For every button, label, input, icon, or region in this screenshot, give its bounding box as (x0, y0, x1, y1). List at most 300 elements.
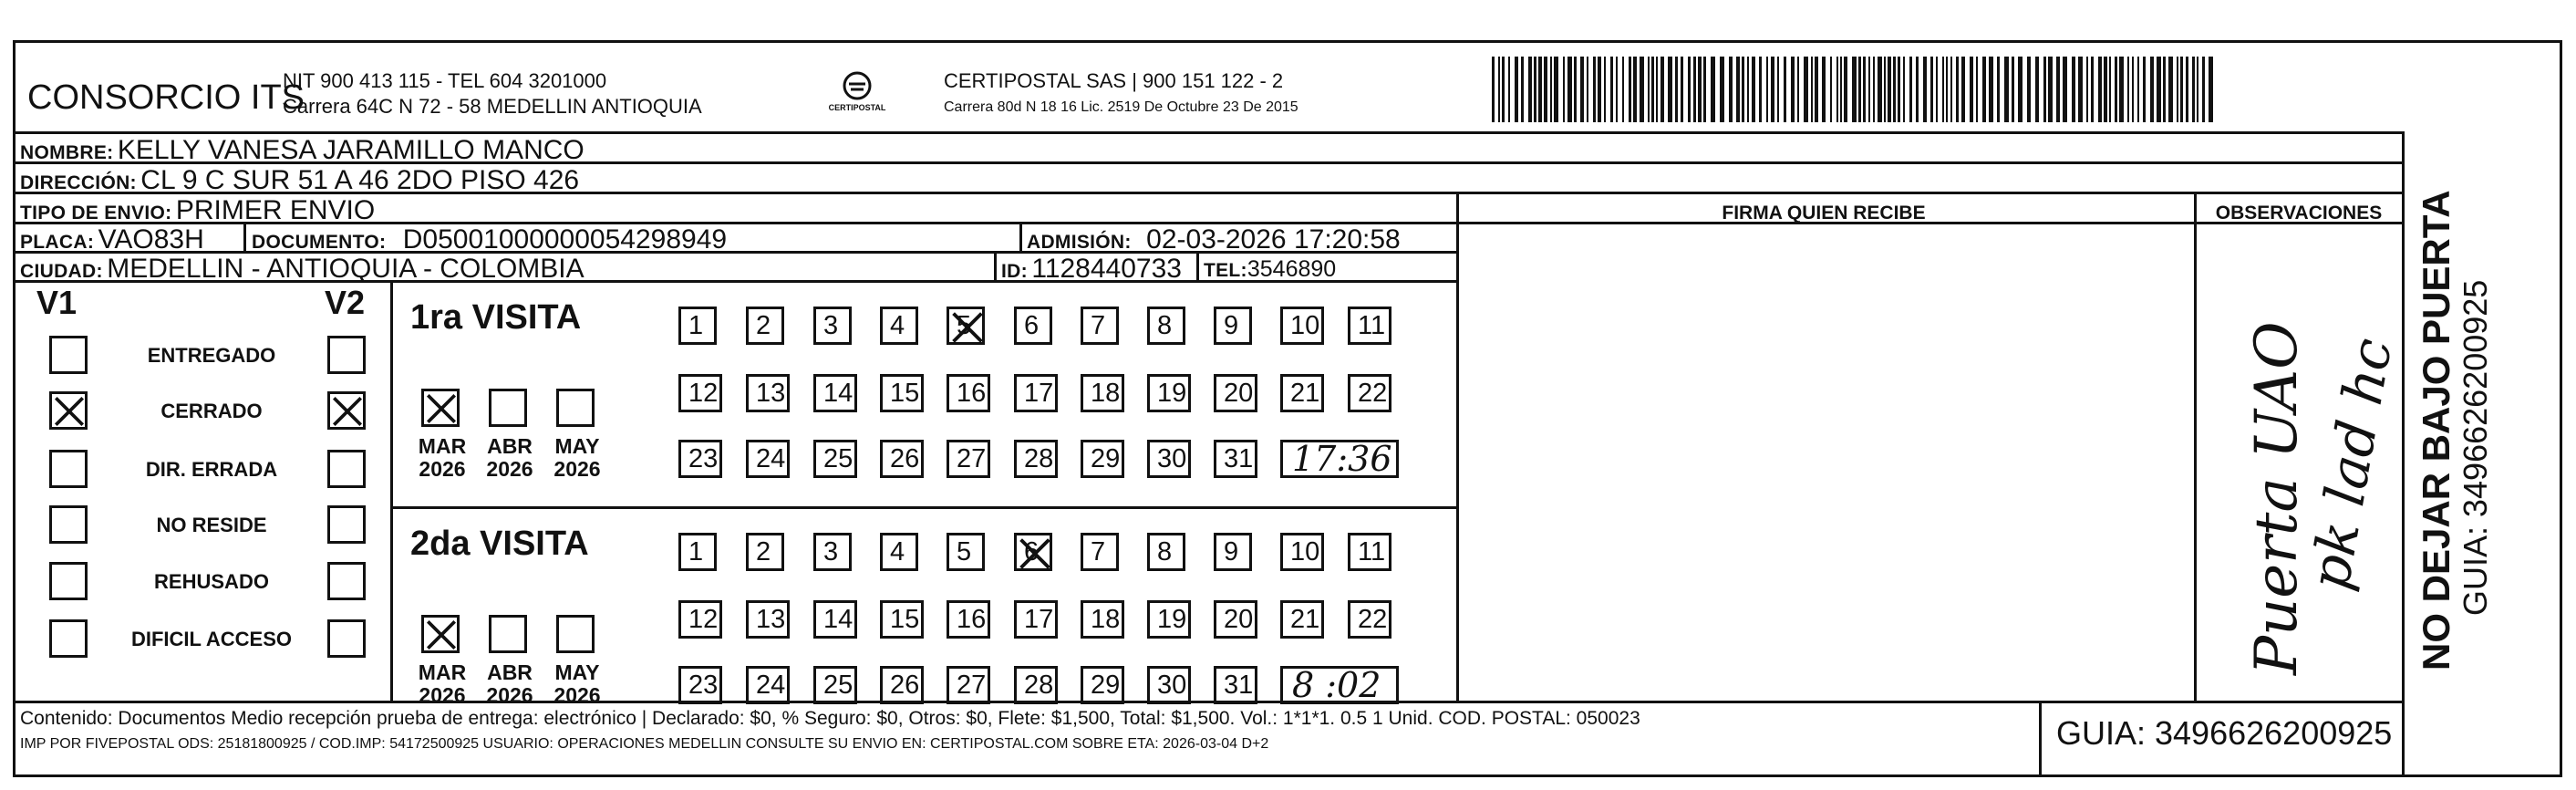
day-box-21[interactable] (1280, 374, 1324, 412)
day-number: 2 (756, 537, 771, 567)
month-label (545, 435, 609, 482)
barcode-bar (2143, 57, 2146, 122)
day-box-9[interactable] (1214, 307, 1252, 345)
day-box-31[interactable] (1214, 666, 1257, 704)
barcode-bar (1747, 57, 1749, 122)
barcode-bar (2186, 57, 2188, 122)
month-year: 2026 (486, 457, 533, 482)
day-number: 4 (890, 311, 905, 340)
day-number: 9 (1224, 311, 1239, 340)
day-box-27[interactable] (947, 440, 990, 478)
day-number: 4 (890, 537, 905, 567)
tel-field: TEL:3546890 (1204, 256, 1337, 282)
id-field: ID: 1128440733 (1001, 254, 1182, 284)
day-number: 13 (756, 379, 786, 408)
barcode-bar (1893, 57, 1896, 122)
day-number: 24 (756, 670, 786, 700)
divider (390, 506, 1456, 509)
barcode-bar (1970, 57, 1973, 122)
v2-checkbox-1[interactable] (327, 391, 366, 430)
barcode-bar (1622, 57, 1624, 122)
divider (1456, 192, 1459, 701)
day-box-7[interactable] (1081, 307, 1119, 345)
divider (1196, 251, 1199, 280)
barcode-bar (1593, 57, 1596, 122)
day-box-10[interactable] (1280, 533, 1324, 571)
day-box-30[interactable] (1147, 666, 1191, 704)
barcode-bar (1544, 57, 1547, 122)
month-year: 2026 (553, 683, 601, 708)
footer-guide-number: GUIA: 3496626200925 (2056, 714, 2393, 752)
barcode-bar (1580, 57, 1584, 122)
month-checkbox-mar[interactable] (421, 615, 460, 653)
barcode-bar (2197, 57, 2198, 122)
barcode-bar (1840, 57, 1842, 122)
day-number: 20 (1224, 379, 1254, 408)
month-checkbox-may[interactable] (556, 389, 595, 427)
day-box-11[interactable] (1348, 533, 1391, 571)
day-box-20[interactable] (1214, 374, 1257, 412)
side-guide-number: GUIA: 3496626200925 (2457, 279, 2494, 616)
barcode-bar (1698, 57, 1702, 122)
barcode-bar (2086, 57, 2088, 122)
month-checkbox-mar[interactable] (421, 389, 460, 427)
barcode-bar (1534, 57, 1536, 122)
barcode-bar (1989, 57, 1993, 122)
day-number: 8 (1157, 311, 1173, 340)
day-box-24[interactable] (746, 666, 790, 704)
observation-handwriting-1: Puerta UAO (2243, 321, 2311, 675)
divider (390, 280, 393, 701)
day-number: 27 (957, 444, 987, 473)
barcode-bar (1574, 57, 1577, 122)
month-name: MAR (418, 660, 467, 684)
barcode-bar (1822, 57, 1826, 122)
barcode-bar (1815, 57, 1818, 122)
barcode-bar (1916, 57, 1919, 122)
day-box-4[interactable] (880, 533, 918, 571)
month-name: MAY (554, 434, 600, 458)
divider (2194, 192, 2197, 701)
day-box-11[interactable] (1348, 307, 1391, 345)
barcode-bar (1888, 57, 1891, 122)
barcode-bar (1884, 57, 1886, 122)
day-number: 23 (688, 670, 719, 700)
barcode-bar (1844, 57, 1847, 122)
day-number: 21 (1290, 605, 1320, 634)
day-number: 3 (823, 311, 839, 340)
day-box-14[interactable] (813, 600, 857, 639)
day-number: 22 (1358, 605, 1388, 634)
month-checkbox-abr[interactable] (489, 615, 527, 653)
barcode-bar (1604, 57, 1606, 122)
barcode-bar (1720, 57, 1724, 122)
barcode-bar (1771, 57, 1774, 122)
day-box-22[interactable] (1348, 600, 1391, 639)
day-number: 14 (823, 379, 853, 408)
company-address: Carrera 64C N 72 - 58 MEDELLIN ANTIOQUIA (283, 95, 702, 118)
barcode-bar (1681, 57, 1683, 122)
barcode-bar (1567, 57, 1572, 122)
barcode-bar (2132, 57, 2134, 122)
barcode-bar (1997, 57, 2000, 122)
barcode-bar (1492, 57, 1495, 122)
day-box-12[interactable] (678, 600, 722, 639)
barcode-bar (2150, 57, 2154, 122)
v2-checkbox-0[interactable] (327, 336, 366, 374)
day-box-13[interactable] (746, 374, 790, 412)
barcode-bar (2012, 57, 2014, 122)
day-number: 19 (1157, 605, 1187, 634)
barcode-bar (1956, 57, 1959, 122)
day-number: 31 (1224, 444, 1254, 473)
barcode-bar (1508, 57, 1510, 122)
barcode-bar (1668, 57, 1672, 122)
v2-checkbox-4[interactable] (327, 562, 366, 600)
barcode-bar (1961, 57, 1965, 122)
day-box-30[interactable] (1147, 440, 1191, 478)
day-number: 20 (1224, 605, 1254, 634)
certipostal-logo: CERTIPOSTAL (825, 68, 889, 124)
day-number: 21 (1290, 379, 1320, 408)
day-box-19[interactable] (1147, 374, 1191, 412)
day-number: 8 (1157, 537, 1173, 567)
barcode-bar (2180, 57, 2183, 122)
barcode-bar (2018, 57, 2023, 122)
day-box-1[interactable] (678, 533, 717, 571)
day-box-7[interactable] (1081, 533, 1119, 571)
check-mark-icon (422, 390, 460, 432)
barcode-bar (1982, 57, 1986, 122)
barcode-bar (2202, 57, 2205, 122)
content-line: Contenido: Documentos Medio recepción prueba de entrega: electrónico | Declarado: $0, % Seguro: $0, Otros: $0, Flete: $1,500, Total: $1,500. Vol.: 1*1*1. 0.5 1 Unid. COD. POSTAL: 050023 (20, 708, 1640, 729)
day-box-3[interactable] (813, 307, 852, 345)
barcode-bar (1797, 57, 1799, 122)
day-number: 18 (1091, 379, 1121, 408)
month-name: ABR (487, 660, 533, 684)
barcode-bar (1521, 57, 1524, 122)
barcode-bar (1563, 57, 1565, 122)
barcode-bar (2192, 57, 2195, 122)
day-number: 28 (1024, 444, 1054, 473)
day-box-16[interactable] (947, 374, 990, 412)
barcode-bar (1648, 57, 1650, 122)
do-not-leave-warning: NO DEJAR BAJO PUERTA (2415, 190, 2457, 670)
day-box-12[interactable] (678, 374, 722, 412)
plate-field: PLACA: VAO83H (20, 224, 204, 255)
month-label (478, 435, 542, 482)
barcode-bar (1656, 57, 1658, 122)
status-label: ENTREGADO (147, 344, 276, 367)
barcode-bar (2109, 57, 2111, 122)
divider (994, 251, 997, 280)
day-box-6[interactable] (1014, 533, 1052, 571)
barcode-bar (1498, 57, 1500, 122)
day-box-23[interactable] (678, 440, 722, 478)
barcode-bar (1791, 57, 1795, 122)
tel-value: 3546890 (1247, 256, 1337, 282)
day-box-14[interactable] (813, 374, 857, 412)
status-label: NO RESIDE (156, 514, 267, 536)
month-checkbox-may[interactable] (556, 615, 595, 653)
month-label (410, 435, 474, 482)
barcode-bar (2127, 57, 2129, 122)
check-mark-icon (422, 616, 460, 659)
barcode-bar (2163, 57, 2166, 122)
observation-handwriting-2: pk lad hc (2298, 333, 2405, 596)
barcode-bar (1752, 57, 1755, 122)
barcode-bar (1675, 57, 1678, 122)
day-number: 3 (823, 537, 839, 567)
company-nit: NIT 900 413 115 - TEL 604 3201000 (283, 69, 607, 92)
plate-value: VAO83H (98, 224, 204, 255)
day-number: 9 (1224, 537, 1239, 567)
barcode-bar (2004, 57, 2009, 122)
day-box-5[interactable] (947, 307, 985, 345)
signature-header: FIRMA QUIEN RECIBE (1722, 203, 1926, 223)
barcode-bar (1660, 57, 1664, 122)
barcode-bar (1930, 57, 1933, 122)
day-box-15[interactable] (880, 600, 924, 639)
barcode-bar (2115, 57, 2117, 122)
barcode-bar (1629, 57, 1631, 122)
shipment-type: PRIMER ENVIO (175, 195, 376, 225)
day-box-31[interactable] (1214, 440, 1257, 478)
barcode-bar (1554, 57, 1558, 122)
barcode-bar (2157, 57, 2161, 122)
barcode-bar (1610, 57, 1613, 122)
status-label: REHUSADO (154, 570, 269, 593)
day-box-17[interactable] (1014, 600, 1058, 639)
type-row: TIPO DE ENVIO: PRIMER ENVIO (20, 195, 376, 225)
print-info-line: IMP POR FIVEPOSTAL ODS: 25181800925 / COD.IMP: 54172500925 USUARIO: OPERACIONES MEDELLIN CONSULTE SU ENVIO EN: CERTIPOSTAL.COM SOBRE ETA: 2026-03-04 D+2 (20, 736, 1269, 752)
day-box-1[interactable] (678, 307, 717, 345)
barcode-bar (1616, 57, 1618, 122)
month-label (478, 661, 542, 708)
day-box-23[interactable] (678, 666, 722, 704)
month-checkbox-abr[interactable] (489, 389, 527, 427)
day-number: 30 (1157, 670, 1187, 700)
barcode-bar (1942, 57, 1944, 122)
day-box-27[interactable] (947, 666, 990, 704)
month-name: MAR (418, 434, 467, 458)
name-row: NOMBRE: KELLY VANESA JARAMILLO MANCO (20, 135, 585, 165)
day-number: 7 (1091, 537, 1106, 567)
barcode-bar (1528, 57, 1532, 122)
day-number: 22 (1358, 379, 1388, 408)
barcode-bar (1946, 57, 1948, 122)
visit-title: 2da VISITA (410, 525, 589, 563)
day-box-5[interactable] (947, 533, 985, 571)
barcode-bar (1550, 57, 1552, 122)
day-number: 1 (688, 311, 704, 340)
day-box-26[interactable] (880, 666, 924, 704)
barcode-bar (2048, 57, 2053, 122)
day-box-22[interactable] (1348, 374, 1391, 412)
day-number: 31 (1224, 670, 1254, 700)
barcode-bar (2072, 57, 2075, 122)
barcode-bar (1742, 57, 1744, 122)
v1-header: V1 (36, 284, 78, 321)
barcode-bar (1538, 57, 1542, 122)
barcode-bar (2063, 57, 2067, 122)
month-name: ABR (487, 434, 533, 458)
v2-checkbox-3[interactable] (327, 505, 366, 544)
day-box-29[interactable] (1081, 666, 1124, 704)
day-box-29[interactable] (1081, 440, 1124, 478)
day-number: 6 (1024, 537, 1040, 567)
month-name: MAY (554, 660, 600, 684)
day-number: 11 (1358, 537, 1386, 567)
month-year: 2026 (419, 457, 466, 482)
barcode-bar (2098, 57, 2102, 122)
barcode-bar (1868, 57, 1870, 122)
day-box-25[interactable] (813, 440, 857, 478)
day-box-2[interactable] (746, 307, 784, 345)
day-box-28[interactable] (1014, 666, 1058, 704)
barcode-bar (1898, 57, 1900, 122)
barcode-bar (1729, 57, 1733, 122)
company-name: CONSORCIO ITS (27, 78, 305, 117)
barcode-bar (1950, 57, 1952, 122)
barcode-bar (1804, 57, 1808, 122)
day-box-16[interactable] (947, 600, 990, 639)
barcode-bar (2035, 57, 2039, 122)
recipient-address: CL 9 C SUR 51 A 46 2DO PISO 426 (140, 165, 580, 195)
day-number: 26 (890, 444, 920, 473)
barcode-bar (1693, 57, 1696, 122)
day-box-6[interactable] (1014, 307, 1052, 345)
day-box-9[interactable] (1214, 533, 1252, 571)
day-number: 12 (688, 379, 719, 408)
divider (243, 222, 246, 251)
day-number: 27 (957, 670, 987, 700)
day-box-8[interactable] (1147, 533, 1185, 571)
day-number: 11 (1358, 311, 1386, 340)
day-box-2[interactable] (746, 533, 784, 571)
day-number: 5 (957, 311, 972, 340)
day-number: 16 (957, 379, 987, 408)
day-number: 28 (1024, 670, 1054, 700)
day-number: 15 (890, 605, 920, 634)
barcode-bar (2056, 57, 2060, 122)
barcode (1492, 57, 2221, 122)
day-number: 18 (1091, 605, 1121, 634)
day-box-17[interactable] (1014, 374, 1058, 412)
barcode-bar (1587, 57, 1588, 122)
recipient-name: KELLY VANESA JARAMILLO MANCO (117, 135, 585, 165)
city-field: CIUDAD: MEDELLIN - ANTIOQUIA - COLOMBIA (20, 254, 585, 284)
day-number: 17 (1024, 379, 1054, 408)
visit-time-box[interactable]: 8 :02 (1280, 666, 1399, 704)
barcode-bar (1863, 57, 1866, 122)
admission-field: ADMISIÓN: 02-03-2026 17:20:58 (1027, 224, 1401, 255)
barcode-bar (1736, 57, 1740, 122)
v2-header: V2 (325, 284, 366, 321)
id-value: 1128440733 (1031, 254, 1182, 284)
barcode-bar (1852, 57, 1857, 122)
divider (2039, 701, 2042, 777)
document-field: DOCUMENTO: D05001000000054298949 (252, 224, 728, 255)
day-box-3[interactable] (813, 533, 852, 571)
day-box-24[interactable] (746, 440, 790, 478)
day-number: 25 (823, 444, 853, 473)
day-box-13[interactable] (746, 600, 790, 639)
document-value: D05001000000054298949 (402, 224, 728, 255)
barcode-bar (1836, 57, 1838, 122)
day-number: 24 (756, 444, 786, 473)
month-label (410, 661, 474, 708)
divider (13, 131, 2402, 134)
day-box-25[interactable] (813, 666, 857, 704)
barcode-bar (1909, 57, 1912, 122)
month-label (545, 661, 609, 708)
v2-checkbox-5[interactable] (327, 619, 366, 658)
day-number: 6 (1024, 311, 1040, 340)
day-number: 12 (688, 605, 719, 634)
barcode-bar (2209, 57, 2213, 122)
day-box-26[interactable] (880, 440, 924, 478)
day-number: 1 (688, 537, 704, 567)
day-box-18[interactable] (1081, 600, 1124, 639)
day-box-15[interactable] (880, 374, 924, 412)
day-number: 25 (823, 670, 853, 700)
day-number: 14 (823, 605, 853, 634)
status-label: CERRADO (160, 400, 263, 422)
day-number: 13 (756, 605, 786, 634)
barcode-bar (2119, 57, 2124, 122)
day-number: 17 (1024, 605, 1054, 634)
day-box-18[interactable] (1081, 374, 1124, 412)
day-number: 5 (957, 537, 972, 567)
barcode-bar (1873, 57, 1875, 122)
v2-checkbox-2[interactable] (327, 450, 366, 488)
day-box-19[interactable] (1147, 600, 1191, 639)
month-year: 2026 (419, 683, 466, 708)
divider (1019, 222, 1022, 251)
status-label: DIFICIL ACCESO (130, 628, 292, 650)
day-number: 15 (890, 379, 920, 408)
barcode-bar (1711, 57, 1715, 122)
day-box-21[interactable] (1280, 600, 1324, 639)
city-value: MEDELLIN - ANTIOQUIA - COLOMBIA (107, 254, 585, 284)
day-number: 29 (1091, 670, 1121, 700)
visit-time-box[interactable]: 17:36 (1280, 440, 1399, 478)
day-box-10[interactable] (1280, 307, 1324, 345)
barcode-bar (1830, 57, 1832, 122)
day-box-8[interactable] (1147, 307, 1185, 345)
barcode-bar (1759, 57, 1762, 122)
observations-header: OBSERVACIONES (2215, 203, 2383, 223)
day-number: 7 (1091, 311, 1106, 340)
day-box-28[interactable] (1014, 440, 1058, 478)
day-number: 10 (1290, 537, 1320, 567)
status-label: DIR. ERRADA (145, 458, 278, 481)
day-number: 29 (1091, 444, 1121, 473)
barcode-bar (2104, 57, 2107, 122)
day-number: 16 (957, 605, 987, 634)
barcode-bar (2177, 57, 2178, 122)
barcode-bar (1903, 57, 1905, 122)
day-box-20[interactable] (1214, 600, 1257, 639)
carrier-address: Carrera 80d N 18 16 Lic. 2519 De Octubre 23 De 2015 (944, 99, 1298, 115)
barcode-bar (2168, 57, 2173, 122)
day-number: 19 (1157, 379, 1187, 408)
barcode-bar (2078, 57, 2083, 122)
barcode-bar (1777, 57, 1779, 122)
admission-value: 02-03-2026 17:20:58 (1146, 224, 1401, 255)
day-box-4[interactable] (880, 307, 918, 345)
